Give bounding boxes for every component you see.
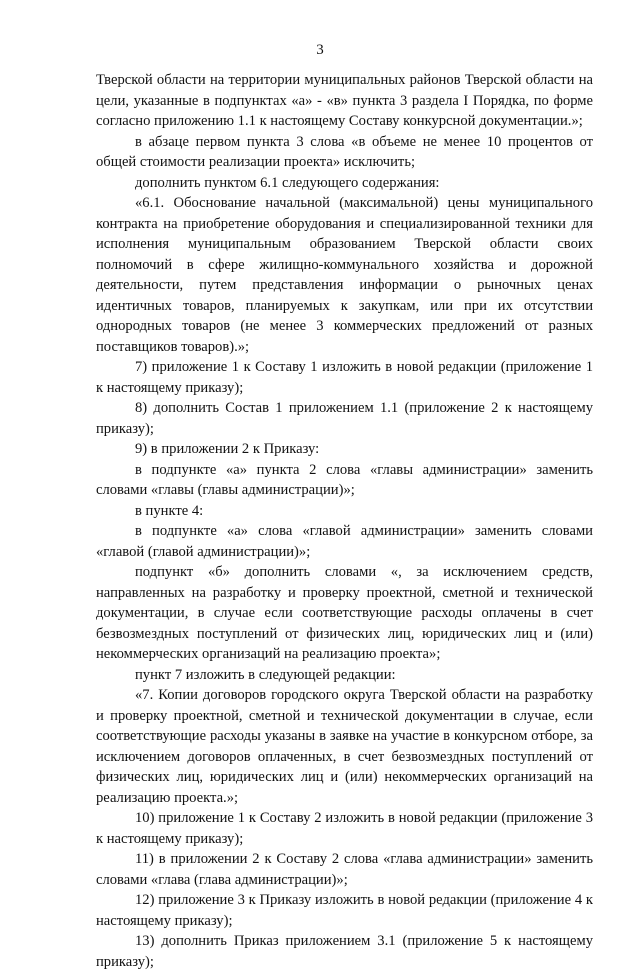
paragraph-item-8: 8) дополнить Состав 1 приложением 1.1 (приложение 2 к настоящему приказу); bbox=[96, 400, 593, 437]
paragraph-item-9: 9) в приложении 2 к Приказу: bbox=[135, 441, 320, 457]
paragraph-point-7-intro: пункт 7 изложить в следующей редакции: bbox=[135, 666, 396, 683]
paragraph-point-4: в пункте 4: bbox=[135, 502, 204, 519]
page-number: 3 bbox=[316, 42, 324, 58]
paragraph-item-10: 10) приложение 1 к Составу 2 изложить в новой редакции (приложение 3 к настоящему приказу); bbox=[96, 810, 593, 847]
paragraph-point-4-a: в подпункте «а» слова «главой администрации» заменить словами «главой (главой администрации)»; bbox=[96, 523, 593, 560]
paragraph-6-1-text: «6.1. Обоснование начальной (максимальной) цены муниципального контракта на приобретение оборудования и специализированной техники для исполнения муниципальным образованием Тверской области своих полномочий в сфере жилищно-коммунального хозяйства и дорожной деятельности, путем представления информации о рыночных ценах идентичных товаров, планируемых к закупкам, или при их отсутствии однородных товаров (не менее 3 коммерческих предложений от разных поставщиков товаров).»; bbox=[96, 195, 593, 355]
paragraph-add-6-1: дополнить пунктом 6.1 следующего содержания: bbox=[135, 174, 440, 191]
paragraph-item-7: 7) приложение 1 к Составу 1 изложить в новой редакции (приложение 1 к настоящему приказу); bbox=[96, 359, 593, 396]
paragraph-item-13: 13) дополнить Приказ приложением 3.1 (приложение 5 к настоящему приказу); bbox=[96, 933, 593, 970]
document-body bbox=[96, 70, 593, 972]
paragraph-item-11: 11) в приложении 2 к Составу 2 слова «глава администрации» заменить словами «глава (глава администрации)»; bbox=[96, 851, 593, 888]
paragraph-continuation: Тверской области на территории муниципальных районов Тверской области на цели, указанные в подпунктах «а» - «в» пункта 3 раздела I Порядка, по форме согласно приложению 1.1 к настоящему Составу конкурсной документации.»; bbox=[96, 72, 593, 129]
paragraph-item3-amendment: в абзаце первом пункта 3 слова «в объеме не менее 10 процентов от общей стоимости реализации проекта» исключить; bbox=[96, 133, 593, 170]
paragraph-point-7-text: «7. Копии договоров городского округа Тверской области на разработку и проверку проектной, сметной и технической документации в случае, если соответствующие расходы указаны в заявке на участие в конкурсном отборе, за исключением договоров оплаченных, в счет безвозмездных поступлений от физических лиц, юридических лиц и (или) некоммерческих организаций на реализацию проекта.»; bbox=[96, 687, 593, 806]
paragraph-item-9-a: в подпункте «а» пункта 2 слова «главы администрации» заменить словами «главы (главы администрации)»; bbox=[96, 461, 593, 498]
paragraph-item-12: 12) приложение 3 к Приказу изложить в новой редакции (приложение 4 к настоящему приказу); bbox=[96, 892, 593, 929]
paragraph-point-4-b: подпункт «б» дополнить словами «, за исключением средств, направленных на разработку и проверку проектной, сметной и технической документации, в случае если соответствующие расходы оплачены в счет безвозмездных поступлений от физических лиц, юридических лиц и (или) некоммерческих организаций на реализацию проекта»; bbox=[96, 564, 593, 662]
